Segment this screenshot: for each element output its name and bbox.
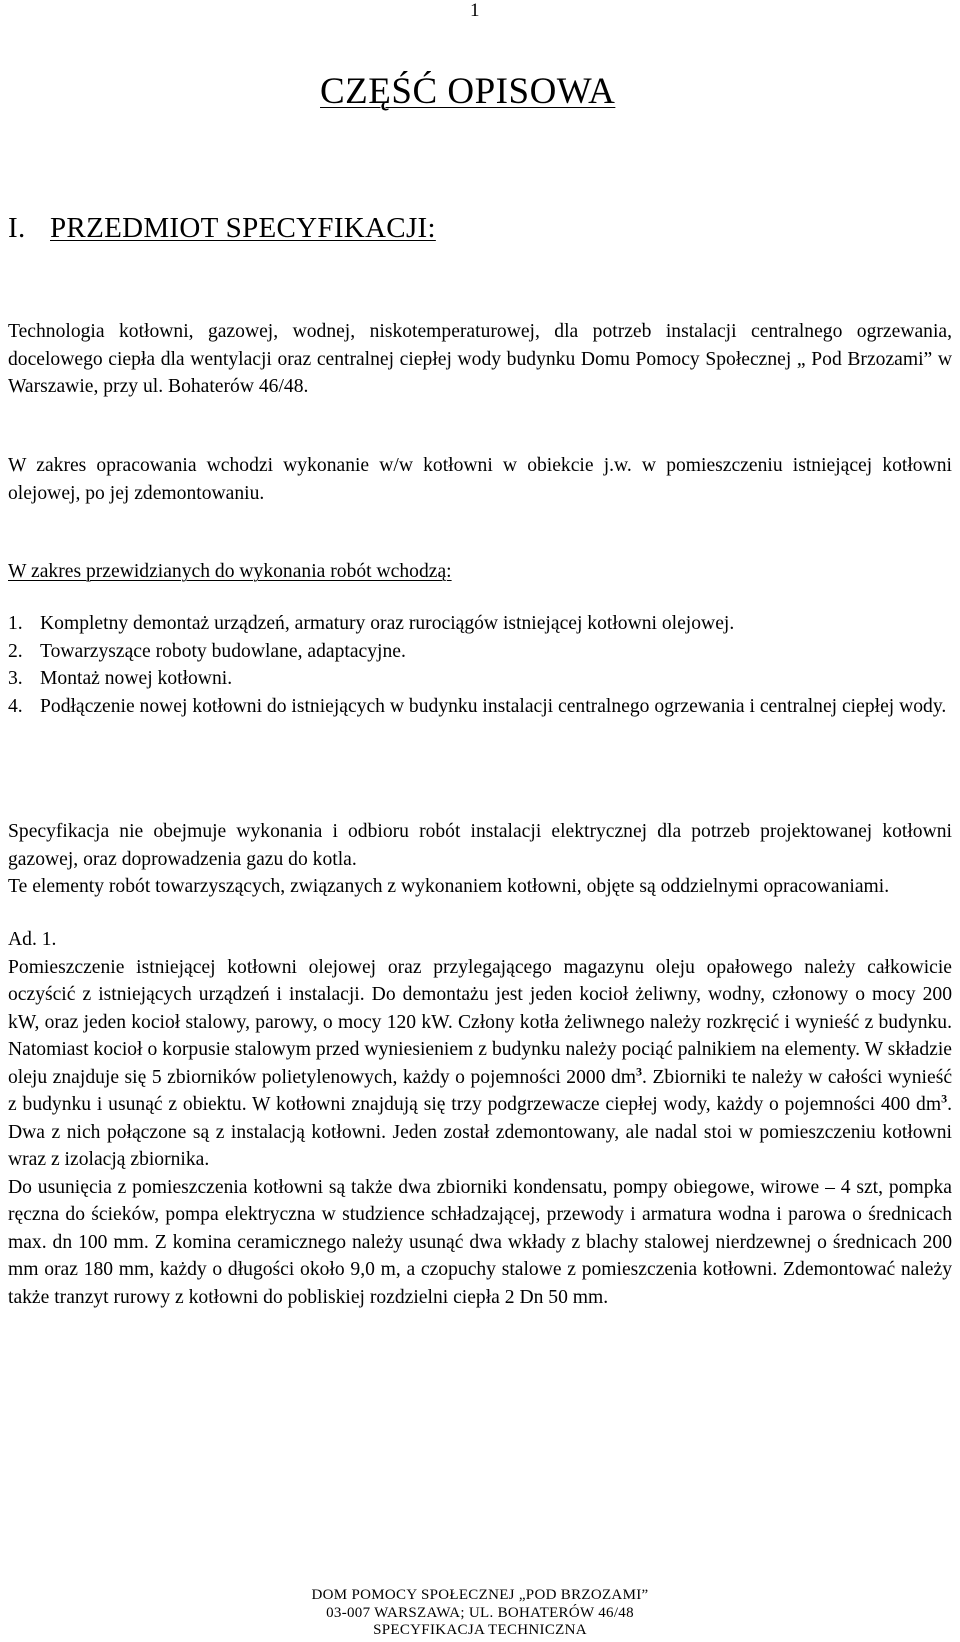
works-list xyxy=(8,610,952,720)
scope-paragraph: W zakres opracowania wchodzi wykonanie w/w kotłowni w obiekcie j.w. w pomieszczeniu istniejącej kotłowni olejowej, po jej zdemontowaniu. xyxy=(8,455,952,504)
footer-line-3: SPECYFIKACJA TECHNICZNA xyxy=(373,1622,587,1638)
ad1-paragraph-2: Do usunięcia z pomieszczenia kotłowni są także dwa zbiorniki kondensatu, pompy obiegowe, wirowe – 4 szt, pompka ręczna do ścieków, pompa elektryczna w studzience schładzającej, przewody i armatura wodna i parowa o średnicach max. dn 100 mm. Z komina ceramicznego należy usunąć dwa wkłady z blachy stalowej nierdzewnej o średnicach 200 mm oraz 180 mm, każdy o długości około 9,0 m, a czopuchy stalowe z pomieszczenia kotłowni. Zdemontować należy także tranzyt rurowy z kotłowni do pobliskiej rozdzielni ciepła 2 Dn 50 mm. xyxy=(8,1176,952,1308)
list-item: 1. Kompletny demontaż urządzeń, armatury oraz rurociągów istniejącej kotłowni olejowej. xyxy=(8,613,735,634)
intro-paragraph: Technologia kotłowni, gazowej, wodnej, niskotemperaturowej, dla potrzeb instalacji centralnego ogrzewania, docelowego ciepła dla wentylacji oraz centralnej ciepłej wody budynku Domu Pomocy Społecznej „ Pod Brzozami” w Warszawie, przy ul. Bohaterów 46/48. xyxy=(8,321,952,397)
list-item: 2. Towarzyszące roboty budowlane, adaptacyjne. xyxy=(8,640,406,662)
exclusions-block xyxy=(8,818,952,901)
ad1-label: Ad. 1. xyxy=(8,929,57,950)
related-works-paragraph: Te elementy robót towarzyszących, związanych z wykonaniem kotłowni, objęte są oddzielnymi opracowaniami. xyxy=(8,876,890,897)
list-item: 4. Podłączenie nowej kotłowni do istniejących w budynku instalacji centralnego ogrzewania i centralnej ciepłej wody. xyxy=(8,695,947,717)
section-number: I. xyxy=(8,212,26,244)
works-heading: W zakres przewidzianych do wykonania robót wchodzą: xyxy=(8,561,452,582)
section-heading xyxy=(8,212,436,245)
ad1-paragraph: Pomieszczenie istniejącej kotłowni olejowej oraz przylegającego magazynu oleju opałowego należy całkowicie oczyścić z istniejących urządzeń i instalacji. Do demontażu jest jeden kocioł żeliwny, wodny, członowy o mocy 200 kW, oraz jeden kocioł stalowy, parowy, o mocy 120 kW. Człony kotła żeliwnego należy rozkręcić i wynieść z budynku. Natomiast kocioł o korpusie stalowym przed wyniesieniem z budynku należy pociąć palnikiem na elementy. W składzie oleju znajduje się 5 zbiorników polietylenowych, każdy o pojemności 2000 $dm^3$. Zbiorniki te należy w całości wynieść z budynku i usunąć z obiektu. W kotłowni znajdują się trzy podgrzewacze ciepłej wody, każdy o pojemności 400 $dm^3$. Dwa z nich połączone są z instalacją kotłowni. Jeden został zdemontowany, ale nadal stoi w pomieszczeniu kotłowni wraz z izolacją zbiornika. xyxy=(8,956,953,1170)
footer-line-2: 03-007 WARSZAWA; UL. BOHATERÓW 46/48 xyxy=(326,1604,634,1621)
exclusions-paragraph: Specyfikacja nie obejmuje wykonania i odbioru robót instalacji elektrycznej dla potrzeb projektowanej kotłowni gazowej, oraz doprowadzenia gazu do kotla. xyxy=(8,821,952,870)
ad1-section xyxy=(8,926,952,1311)
page-number: 1 xyxy=(470,0,480,21)
list-item: 3. Montaż nowej kotłowni. xyxy=(8,668,233,689)
page-footer xyxy=(200,1587,760,1640)
section-title: PRZEDMIOT SPECYFIKACJI: xyxy=(50,212,436,244)
document-title: CZĘŚĆ OPISOWA xyxy=(320,71,616,112)
footer-line-1: DOM POMOCY SPOŁECZNEJ „POD BRZOZAMI” xyxy=(311,1587,649,1603)
